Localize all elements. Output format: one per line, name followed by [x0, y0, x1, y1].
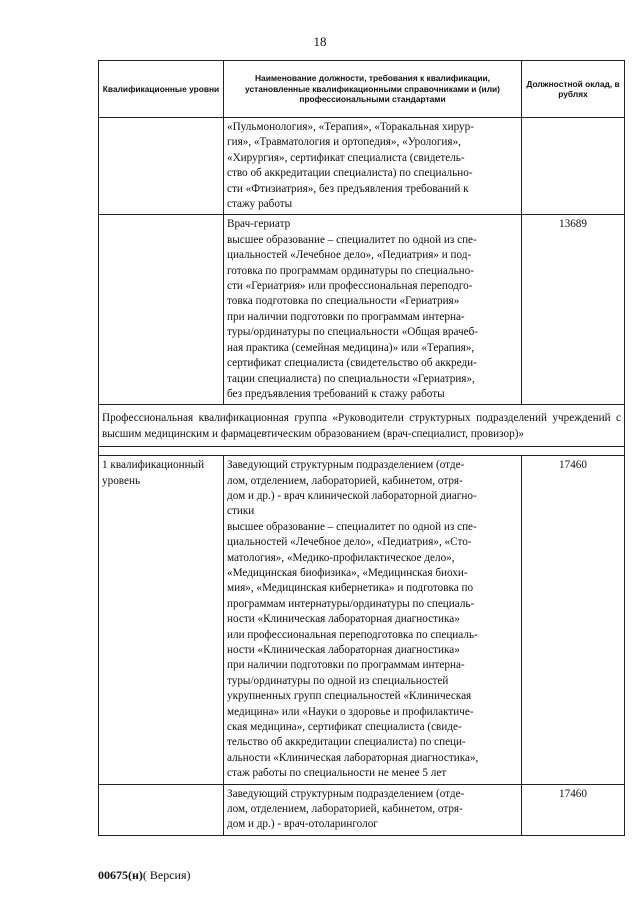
text-line: Заведующий структурным подразделением (отде- [227, 459, 465, 472]
gap-cell [99, 447, 625, 456]
text-line: стаж работы по специальности не менее 5 лет [227, 767, 447, 780]
group-title: Профессиональная квалификационная группа «Руководители структурных подразделений учреждений с высшим медицинским и фармацевтическим образованием (врач-специалист, провизор)» [99, 405, 625, 447]
text-line: ности «Клиническая лабораторная диагностика» [227, 613, 460, 626]
text-line: мия», «Медицинская кибернетика» и подготовка по [227, 582, 474, 595]
text-line: альности «Клиническая лабораторная диагностика», [227, 751, 479, 764]
row3-salary: 17460 [522, 456, 625, 785]
row1-salary [522, 118, 625, 215]
text-line: Заведующий структурным подразделением (отде- [227, 787, 465, 800]
gap-row [99, 447, 625, 456]
text-line: тации специалиста) по специальности «Гериатрия», [227, 372, 475, 385]
row3-level: 1 квалификационный уровень [99, 456, 224, 785]
text-line: стажу работы [227, 198, 293, 211]
text-line: укрупненных групп специальностей «Клиническая [227, 690, 472, 703]
header-position: Наименование должности, требования к квалификации, установленные квалификационными справочниками и (или) профессиональными стандартами [224, 61, 522, 118]
text-line: медицина» или «Науки о здоровье и профилактиче- [227, 705, 474, 718]
text-line: сти «Фтизиатрия», без предъявления требований к [227, 182, 469, 195]
text-line: высшее образование – специалитет по одной из спе- [227, 520, 477, 533]
row3-description [224, 456, 522, 785]
text-line: или профессиональная переподготовка по специаль- [227, 628, 478, 641]
document-code: 00675(н) [98, 868, 143, 882]
text-line: Врач-гериатр [227, 218, 291, 231]
text-line: при наличии подготовки по программам интерна- [227, 659, 465, 672]
text-line: сертификат специалиста (свидетельство об аккреди- [227, 357, 477, 370]
text-line: дом и др.) - врач-отоларинголог [227, 818, 378, 831]
table-row [99, 215, 625, 405]
text-line: «Медицинская биофизика», «Медицинская биохи- [227, 566, 468, 579]
text-line: ности «Клиническая лабораторная диагностика» [227, 644, 460, 656]
text-line: лом, отделением, лабораторией, кабинетом, отря- [227, 474, 463, 487]
text-line: программам интернатуры/ординатуры по специаль- [227, 597, 475, 610]
text-line: ная практика (семейная медицина)» или «Терапия», [227, 341, 475, 354]
document-footer [98, 868, 191, 883]
row1-level [99, 118, 224, 215]
qualification-table [98, 60, 625, 836]
text-line: «Пульмонология», «Терапия», «Торакальная хирур- [227, 121, 474, 133]
table-row [99, 784, 625, 835]
page-number: 18 [313, 34, 327, 49]
table-row [99, 118, 625, 215]
text-line: матология», «Медико-профилактическое дело», [227, 551, 455, 564]
row4-description [224, 784, 522, 835]
text-line: ство об аккредитации специалиста) по специально- [227, 167, 473, 180]
version-label: ( Версия) [142, 868, 191, 882]
row1-description [224, 118, 522, 215]
text-line: сти «Гериатрия» или профессиональная переподго- [227, 280, 473, 293]
row2-level [99, 215, 224, 405]
row2-salary: 13689 [522, 215, 625, 405]
text-line: туры/ординатуры по одной из специальностей [227, 674, 449, 687]
text-line: при наличии подготовки по программам интерна- [227, 310, 465, 323]
text-line: стики [227, 505, 255, 518]
group-title-row [99, 405, 625, 447]
text-line: гия», «Травматология и ортопедия», «Урология», [227, 136, 461, 149]
row4-level [99, 784, 224, 835]
text-line: дом и др.) - врач клинической лабораторной диагно- [227, 489, 477, 502]
header-salary: Должностной оклад, в рублях [522, 61, 625, 118]
text-line: циальностей «Лечебное дело», «Педиатрия», «Сто- [227, 536, 472, 549]
text-line: высшее образование – специалитет по одной из спе- [227, 233, 477, 246]
text-line: туры/ординатуры по специальности «Общая врачеб- [227, 326, 478, 339]
text-line: ская медицина», сертификат специалиста (свиде- [227, 721, 462, 734]
header-levels: Квалификационные уровни [99, 61, 224, 118]
text-line: циальностей «Лечебное дело», «Педиатрия» и под- [227, 249, 472, 262]
row4-salary: 17460 [522, 784, 625, 835]
text-line: тельство об аккредитации специалиста) по специ- [227, 736, 466, 749]
text-line: «Хирургия», сертификат специалиста (свидетель- [227, 151, 465, 164]
text-line: товка подготовка по специальности «Гериатрия» [227, 295, 460, 308]
text-line: без предъявления требований к стажу работы [227, 387, 445, 400]
text-line: готовка по программам ординатуры по специально- [227, 264, 474, 277]
table-row [99, 456, 625, 785]
row2-description [224, 215, 522, 405]
text-line: лом, отделением, лабораторией, кабинетом, отря- [227, 803, 463, 816]
table-header-row [99, 61, 625, 118]
